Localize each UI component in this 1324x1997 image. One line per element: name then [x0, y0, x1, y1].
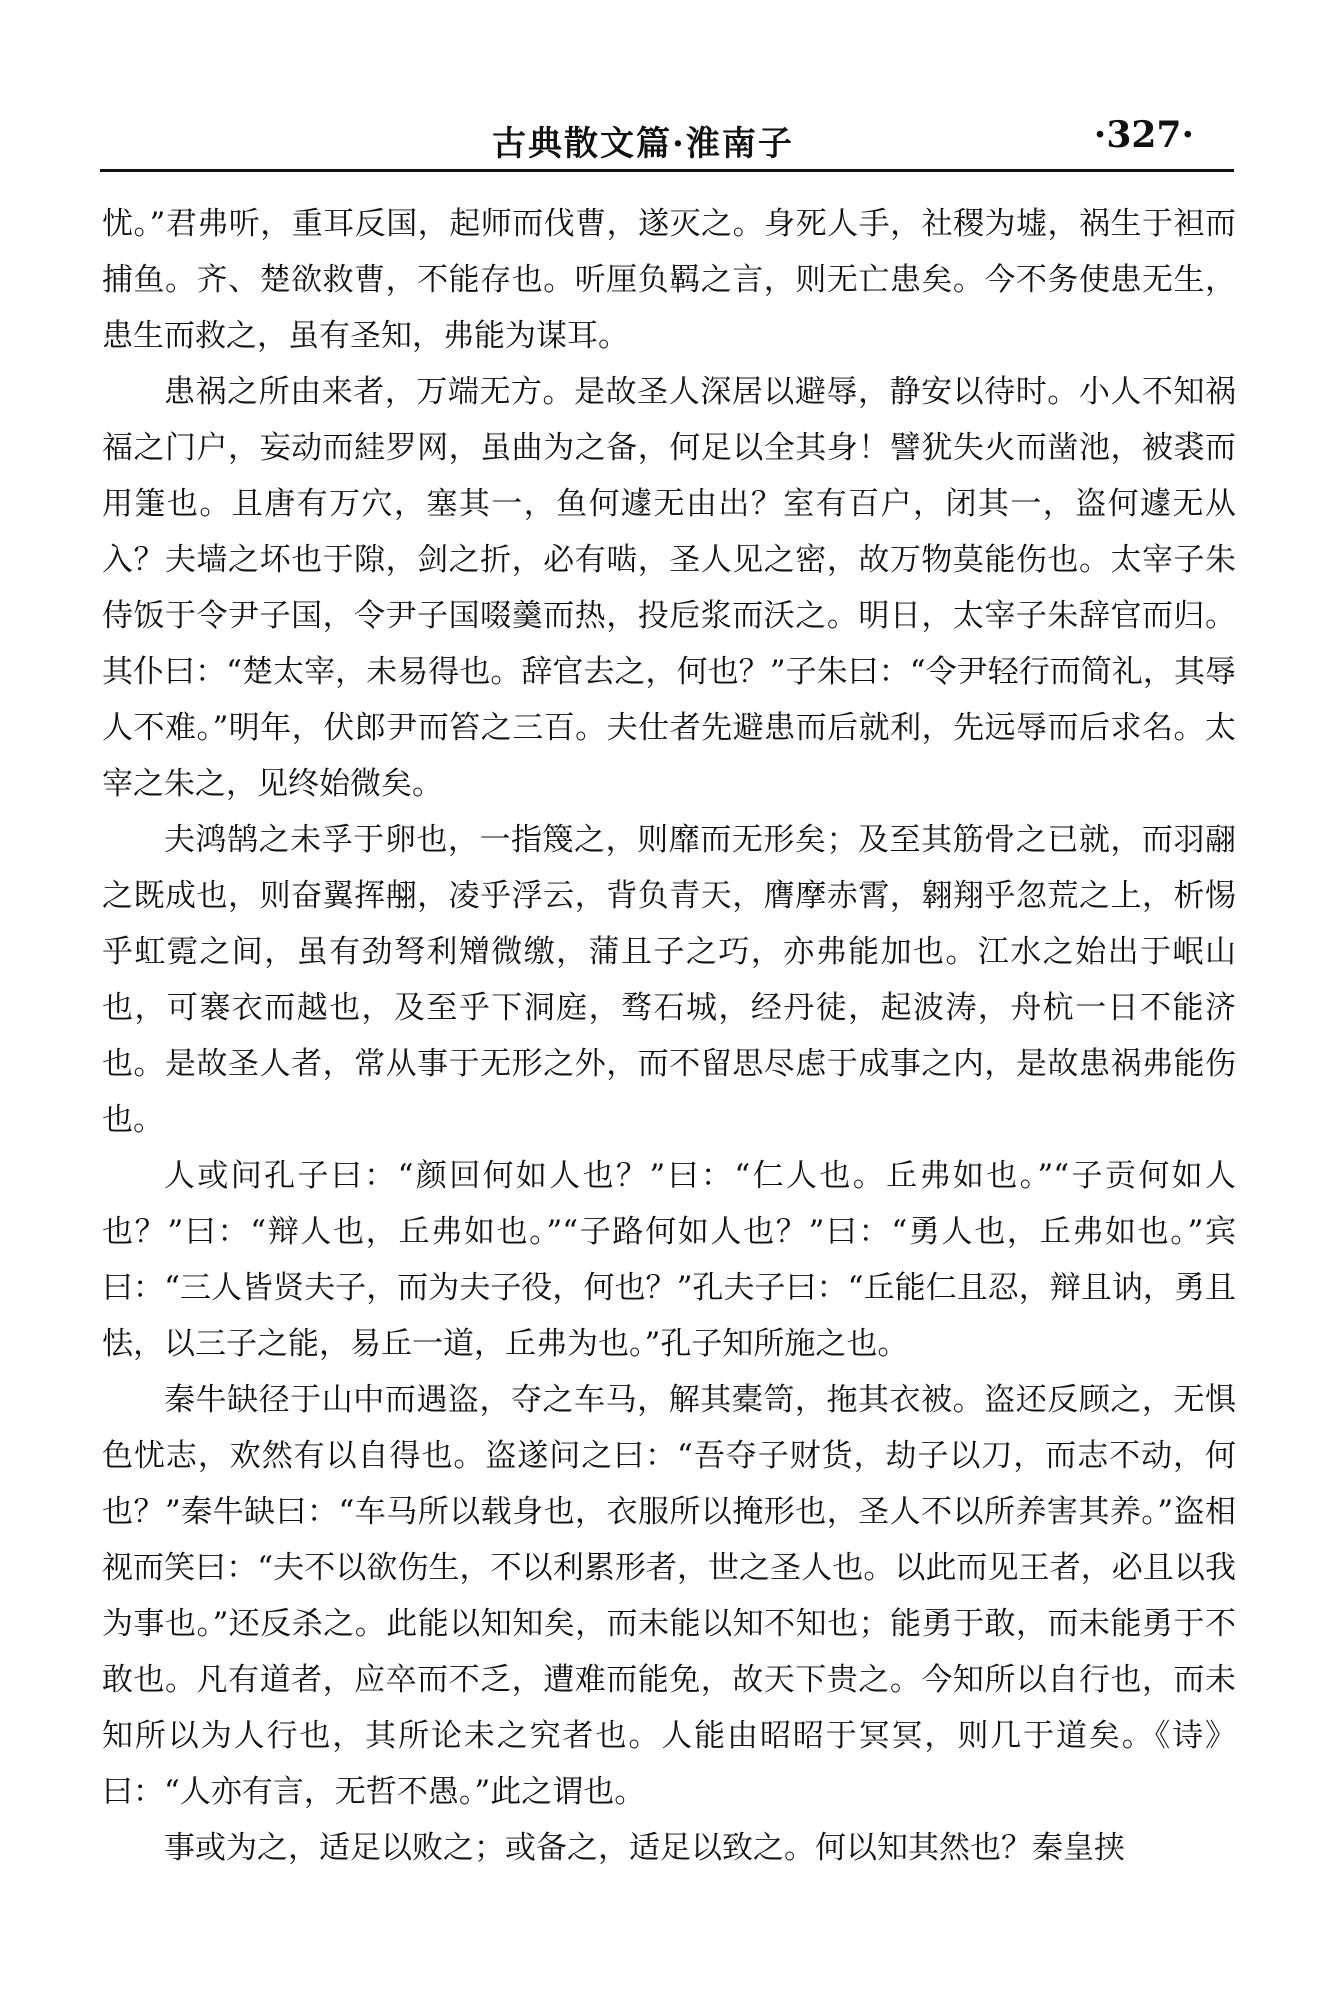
- paragraph: 患祸之所由来者，万端无方。是故圣人深居以避辱，静安以待时。小人不知祸福之门户，妄动而絓罗网，虽曲为之备，何足以全其身！譬犹失火而凿池，被裘而用箑也。且唐有万穴，塞其一，鱼何遽无由出？室有百户，闭其一，盗何遽无从入？夫墙之坏也于隙，剑之折，必有啮，圣人见之密，故万物莫能伤也。太宰子朱侍饭于令尹子国，令尹子国啜羹而热，投卮浆而沃之。明日，太宰子朱辞官而归。其仆曰：“楚太宰，未易得也。辞官去之，何也？”子朱曰：“令尹轻行而简礼，其辱人不难。”明年，伏郎尹而笞之三百。夫仕者先避患而后就利，先远辱而后求名。太宰之朱之，见终始微矣。: [102, 374, 1236, 802]
- header-rule: [100, 169, 1234, 172]
- paragraph: 忧。”君弗听，重耳反国，起师而伐曹，遂灭之。身死人手，社稷为墟，祸生于袒而捕鱼。齐、楚欲救曹，不能存也。听厘负羁之言，则无亡患矣。今不务使患无生，患生而救之，虽有圣知，弗能为谋耳。: [102, 206, 1236, 354]
- paragraph: 人或问孔子曰：“颜回何如人也？”曰：“仁人也。丘弗如也。”“子贡何如人也？”曰：“辩人也，丘弗如也。”“子路何如人也？”曰：“勇人也，丘弗如也。”宾曰：“三人皆贤夫子，而为夫子役，何也？”孔夫子曰：“丘能仁且忍，辩且讷，勇且怯，以三子之能，易丘一道，丘弗为也。”孔子知所施之也。: [102, 1158, 1236, 1362]
- running-header: [100, 108, 1234, 172]
- running-title: 古典散文篇·淮南子: [492, 124, 794, 164]
- paragraph: 夫鸿鹄之未孚于卵也，一指篾之，则靡而无形矣；及至其筋骨之已就，而羽翮之既成也，则奋翼挥䎃，凌乎浮云，背负青天，膺摩赤霄，翱翔乎忽荒之上，析惕乎虹霓之间，虽有劲弩利矰微缴，蒲且子之巧，亦弗能加也。江水之始出于岷山也，可褰衣而越也，及至乎下洞庭，骛石城，经丹徒，起波涛，舟杭一日不能济也。是故圣人者，常从事于无形之外，而不留思尽虑于成事之内，是故患祸弗能伤也。: [102, 822, 1236, 1138]
- paragraph: 秦牛缺径于山中而遇盗，夺之车马，解其橐笥，拖其衣被。盗还反顾之，无惧色忧志，欢然有以自得也。盗遂问之曰：“吾夺子财货，劫子以刀，而志不动，何也？”秦牛缺曰：“车马所以载身也，衣服所以掩形也，圣人不以所养害其养。”盗相视而笑曰：“夫不以欲伤生，不以利累形者，世之圣人也。以此而见王者，必且以我为事也。”还反杀之。此能以知知矣，而未能以知不知也；能勇于敢，而未能勇于不敢也。凡有道者，应卒而不乏，遭难而能免，故天下贵之。今知所以自行也，而未知所以为人行也，其所论未之究者也。人能由昭昭于冥冥，则几于道矣。《诗》曰：“人亦有言，无哲不愚。”此之谓也。: [102, 1382, 1236, 1810]
- page-number: ·327·: [1093, 114, 1194, 156]
- paragraph: 事或为之，适足以败之；或备之，适足以致之。何以知其然也？秦皇挟: [164, 1830, 1125, 1866]
- body-text: [102, 196, 1236, 1876]
